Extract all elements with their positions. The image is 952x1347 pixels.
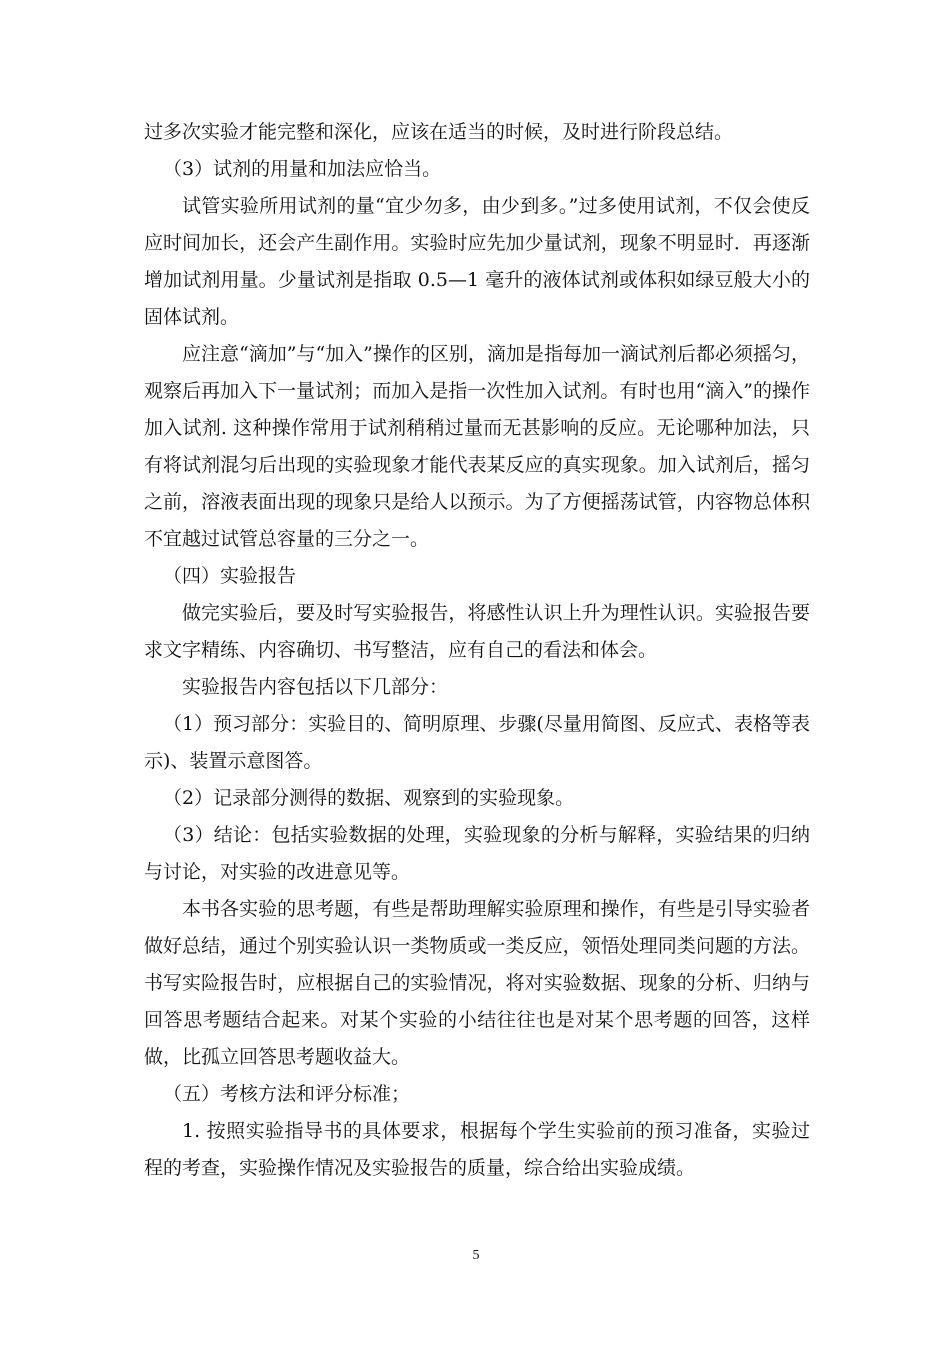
list-item-preview: （1）预习部分：实验目的、简明原理、步骤(尽量用简图、反应式、表格等表示)、装置示意图答。 [144, 713, 810, 772]
paragraph-dropwise-addition: 应注意“滴加”与“加入”操作的区别，滴加是指每加一滴试剂后都必须摇匀，观察后再加入下一量试剂；而加入是指一次性加入试剂。有时也用“滴入”的操作加入试剂. 这种操作常用于试剂稍稍过量而无甚影响的反应。无论哪种加法，只有将试剂混匀后出现的实验现象才能代表某反应的真实现象。加入试剂后，摇匀之前，溶液表面出现的现象只是给人以预示。为了方便摇荡试管，内容物总体积不宜越过试管总容量的三分之一。 [144, 343, 810, 550]
paragraph-assessment-1: 1. 按照实验指导书的具体要求，根据每个学生实验前的预习准备，实验过程的考查，实验操作情况及实验报告的质量，综合给出实验成绩。 [144, 1120, 810, 1179]
list-item-record: （2）记录部分测得的数据、观察到的实验现象。 [163, 787, 575, 809]
body-text [144, 114, 810, 1187]
paragraph-report-contents: 实验报告内容包括以下几部分： [182, 676, 449, 698]
page-number: 5 [472, 1248, 480, 1263]
paragraph-reagent-amount: 试管实验所用试剂的量“宜少勿多，由少到多。”过多使用试剂，不仅会使反应时间加长，还会产生副作用。实验时应先加少量试剂，现象不明显时．再逐渐增加试剂用量。少量试剂是指取 0.5—1 毫升的液体试剂或体积如绿豆般大小的固体试剂。 [144, 195, 810, 328]
paragraph-report-intro: 做完实验后，要及时写实验报告，将感性认识上升为理性认识。实验报告要求文字精练、内容确切、书写整洁，应有自己的看法和体会。 [144, 602, 810, 661]
paragraph-item-3-reagent: （3）试剂的用量和加法应恰当。 [163, 158, 442, 180]
section-heading-report: （四）实验报告 [163, 565, 297, 587]
list-item-conclusion: （3）结论：包括实验数据的处理，实验现象的分析与解释，实验结果的归纳与讨论，对实验的改进意见等。 [144, 824, 810, 883]
section-heading-assessment: （五）考核方法和评分标准； [163, 1083, 411, 1105]
paragraph-questions: 本书各实验的思考题，有些是帮助理解实验原理和操作，有些是引导实验者做好总结，通过个别实验认识一类物质或一类反应，领悟处理同类问题的方法。书写实险报告时，应根据自己的实验情况，将对实验数据、现象的分析、归纳与回答思考题结合起来。对某个实验的小结往往也是对某个思考题的回答，这样做，比孤立回答思考题收益大。 [144, 898, 810, 1068]
paragraph-continuation: 过多次实验才能完整和深化，应该在适当的时候，及时进行阶段总结。 [144, 121, 734, 143]
